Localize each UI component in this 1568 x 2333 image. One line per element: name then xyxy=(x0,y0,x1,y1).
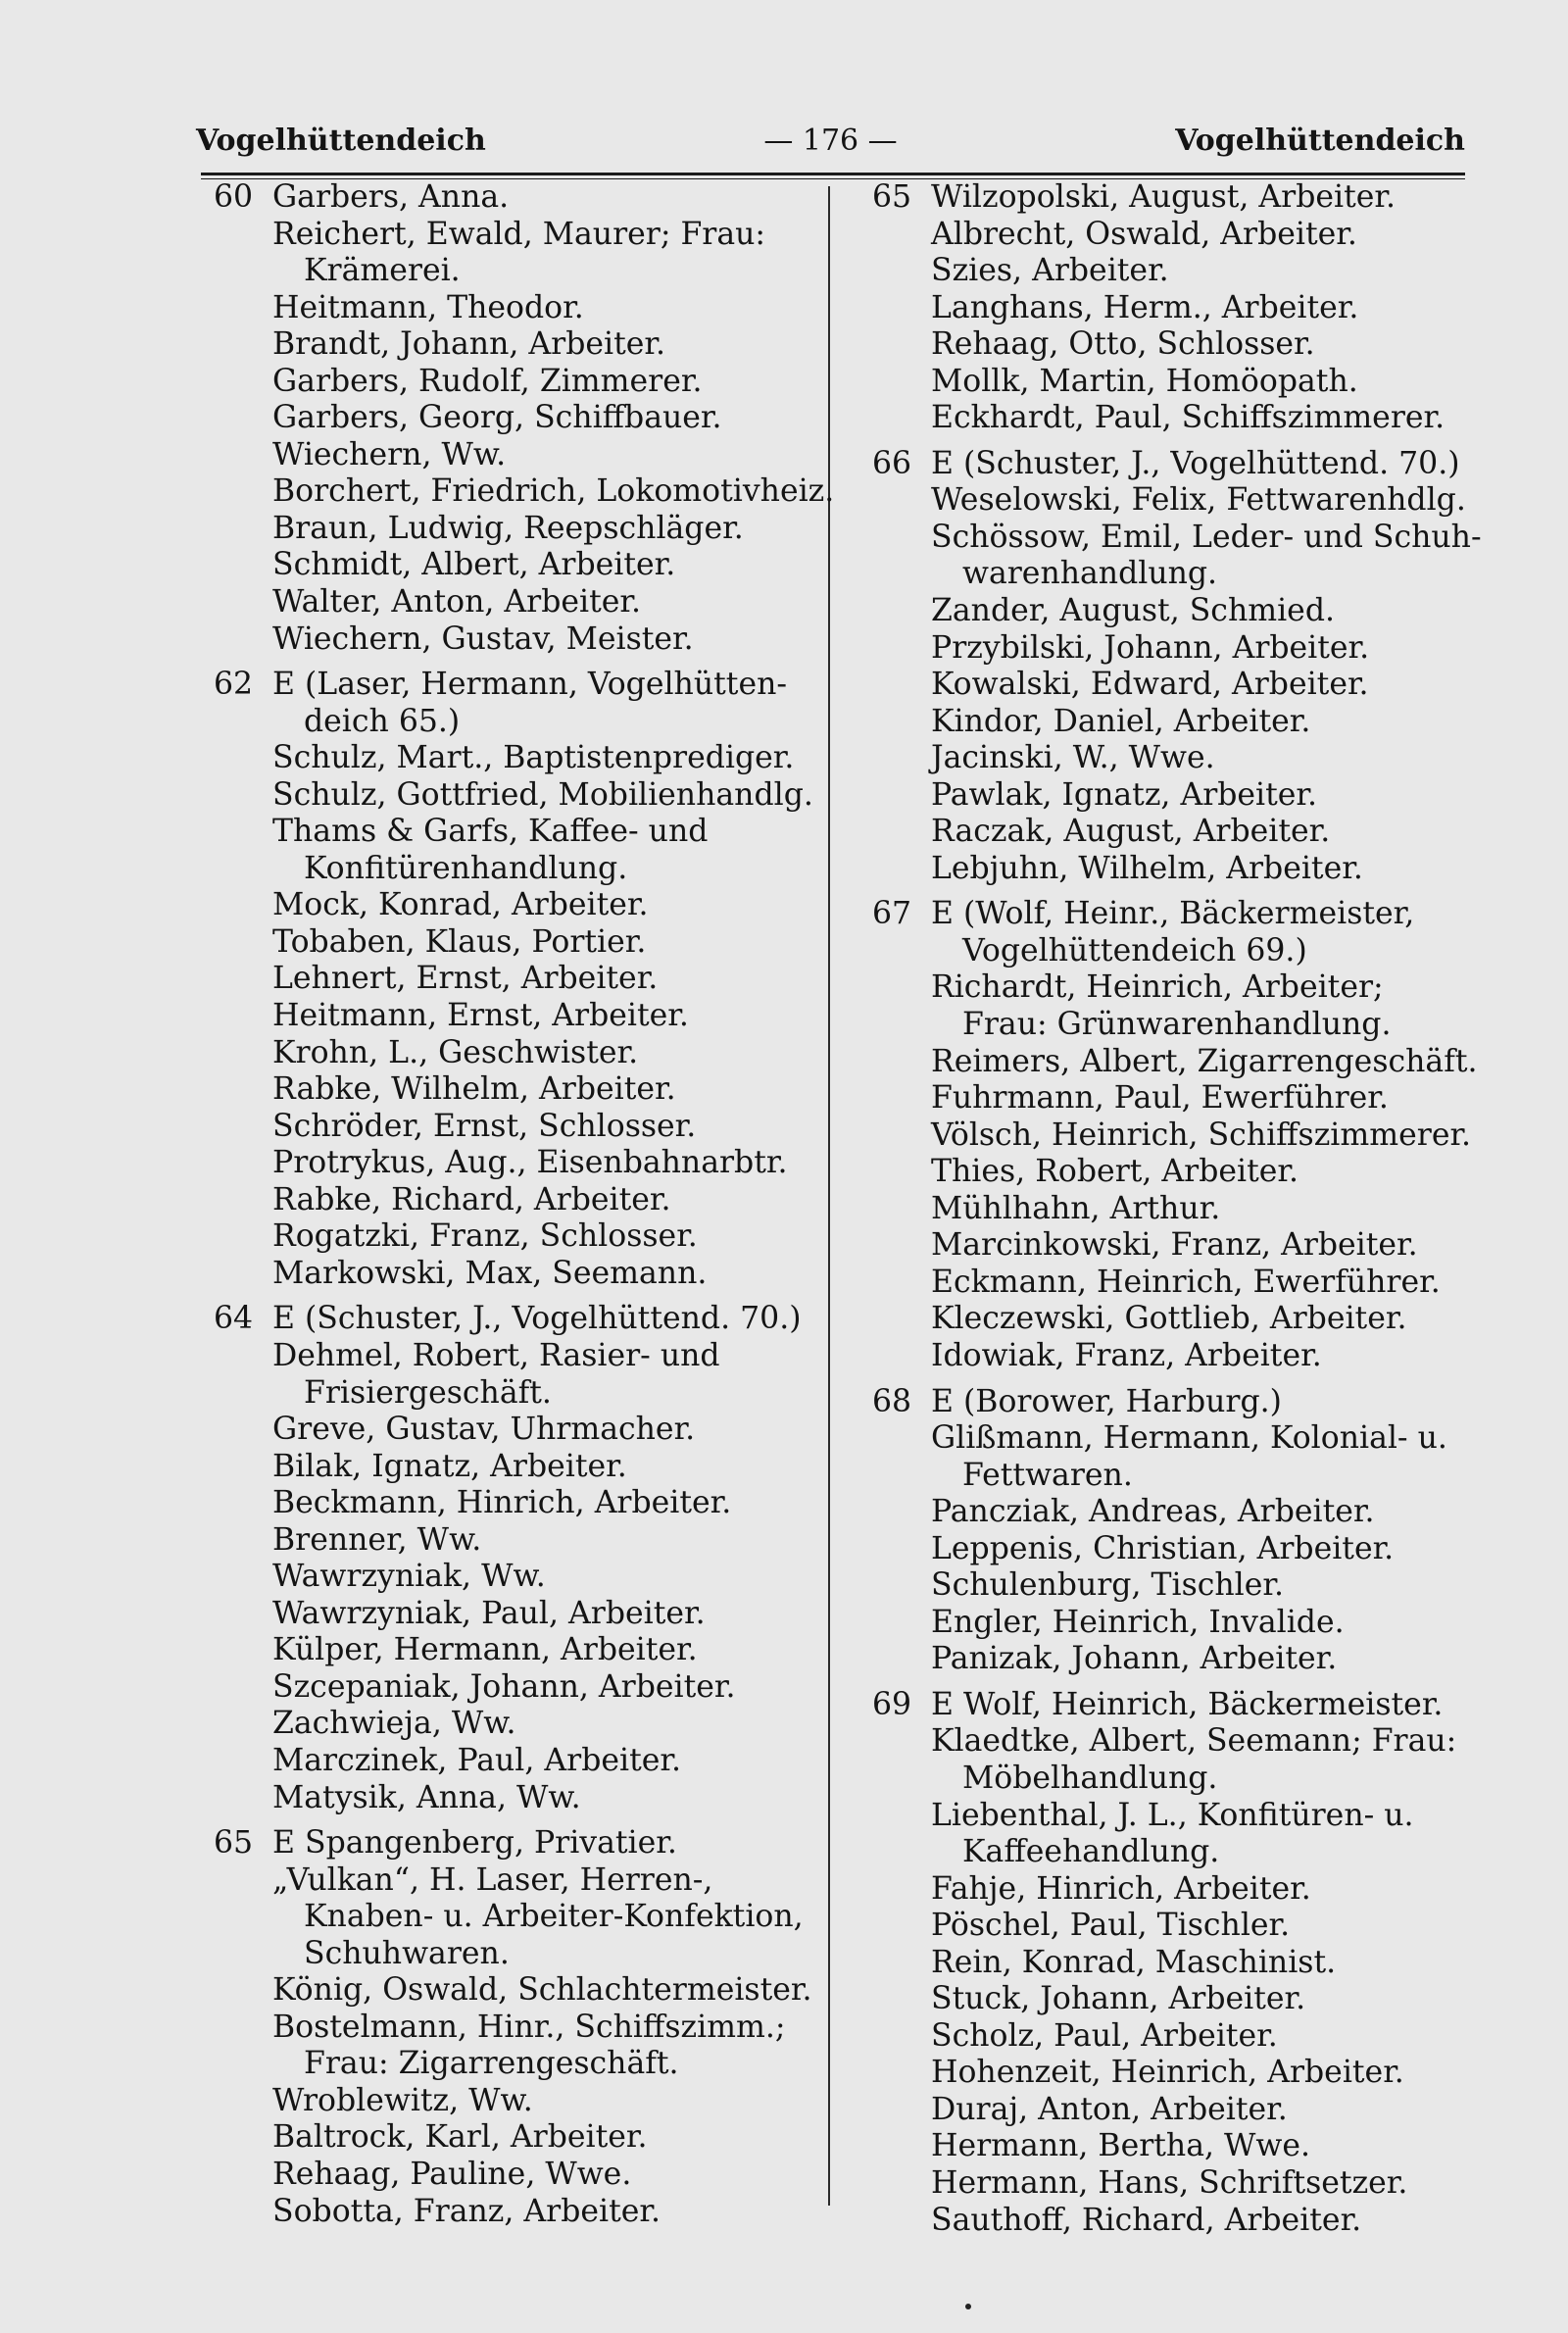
resident-line xyxy=(214,253,821,290)
resident-text: Wilzopolski, August, Arbeiter. xyxy=(931,179,1396,215)
print-speck xyxy=(965,2304,971,2309)
resident-text: Garbers, Anna. xyxy=(272,179,510,215)
resident-text: Fuhrmann, Paul, Ewerführer. xyxy=(931,1080,1389,1117)
resident-line xyxy=(872,704,1470,741)
resident-line xyxy=(872,1687,1470,1724)
house-entry xyxy=(872,896,1478,1374)
resident-text: Dehmel, Robert, Rasier- und xyxy=(272,1337,720,1373)
resident-line xyxy=(872,2203,1470,2240)
resident-line xyxy=(214,1301,821,1338)
page-number: — 176 — xyxy=(763,124,898,158)
resident-line xyxy=(872,1981,1470,2018)
resident-line xyxy=(214,1669,821,1707)
resident-line xyxy=(872,851,1470,888)
resident-line xyxy=(872,1338,1470,1375)
resident-text: Schulz, Mart., Baptistenprediger. xyxy=(272,740,795,776)
resident-line xyxy=(214,851,821,888)
resident-line xyxy=(872,1871,1470,1909)
resident-text: Kowalski, Edward, Arbeiter. xyxy=(931,667,1369,703)
resident-text: „Vulkan“, H. Laser, Herren-, xyxy=(272,1861,713,1898)
resident-text: Walter, Anton, Arbeiter. xyxy=(272,584,641,620)
resident-line xyxy=(872,1265,1470,1302)
resident-text: Wroblewitz, Ww. xyxy=(272,2082,533,2118)
resident-line xyxy=(872,969,1470,1007)
left-column xyxy=(214,179,835,2239)
house-entry xyxy=(872,1687,1470,2239)
resident-line xyxy=(214,1743,821,1780)
resident-text: Borchert, Friedrich, Lokomotivheiz. xyxy=(272,473,835,510)
resident-line xyxy=(872,1567,1470,1605)
resident-text: E (Wolf, Heinr., Bäckermeister, xyxy=(931,896,1415,932)
resident-line xyxy=(214,2083,821,2120)
resident-text: Frau: Zigarrengeschäft. xyxy=(304,2046,679,2082)
resident-text: Kaffeehandlung. xyxy=(962,1834,1220,1870)
resident-text: Reimers, Albert, Zigarrengeschäft. xyxy=(931,1043,1478,1079)
resident-text: Bostelmann, Hinr., Schiffszimm.; xyxy=(272,2009,786,2045)
resident-text: E Spangenberg, Privatier. xyxy=(272,1825,677,1861)
resident-line xyxy=(872,290,1470,327)
resident-text: Richardt, Heinrich, Arbeiter; xyxy=(931,969,1384,1006)
resident-line xyxy=(872,667,1470,704)
resident-line xyxy=(872,1494,1470,1531)
resident-text: Przybilski, Johann, Arbeiter. xyxy=(931,629,1370,666)
resident-text: Liebenthal, J. L., Konfitüren- u. xyxy=(931,1797,1414,1833)
house-number: 60 xyxy=(214,179,254,215)
resident-text: Mollk, Martin, Homöopath. xyxy=(931,363,1358,399)
resident-line xyxy=(214,1412,821,1449)
resident-line xyxy=(214,2194,821,2231)
resident-text: Konfitürenhandlung. xyxy=(304,850,628,886)
resident-line xyxy=(872,1384,1470,1421)
resident-line xyxy=(214,584,821,621)
house-number: 62 xyxy=(214,667,254,703)
resident-line xyxy=(872,519,1482,557)
resident-line xyxy=(872,446,1470,483)
resident-line xyxy=(214,2046,821,2083)
house-entry xyxy=(214,179,835,658)
resident-line xyxy=(214,1780,821,1817)
resident-line xyxy=(872,1043,1478,1081)
resident-line xyxy=(872,2055,1470,2092)
resident-text: Markowski, Max, Seemann. xyxy=(272,1255,708,1291)
resident-text: Hohenzeit, Heinrich, Arbeiter. xyxy=(931,2055,1404,2091)
resident-text: E (Schuster, J., Vogelhüttend. 70.) xyxy=(931,445,1460,481)
resident-text: Pancziak, Andreas, Arbeiter. xyxy=(931,1494,1375,1530)
resident-text: Schössow, Emil, Leder- und Schuh- xyxy=(931,519,1482,555)
resident-line xyxy=(214,924,821,962)
resident-line xyxy=(214,621,821,659)
resident-line xyxy=(214,1145,821,1182)
resident-text: Reichert, Ewald, Maurer; Frau: xyxy=(272,216,766,252)
resident-text: Frau: Grünwarenhandlung. xyxy=(962,1007,1392,1043)
resident-text: Klaedtke, Albert, Seemann; Frau: xyxy=(931,1723,1457,1760)
resident-text: Schuhwaren. xyxy=(304,1935,510,1971)
resident-line xyxy=(214,511,821,548)
resident-line xyxy=(214,704,821,741)
resident-line xyxy=(872,1301,1470,1338)
resident-text: Eckmann, Heinrich, Ewerführer. xyxy=(931,1264,1441,1300)
resident-line xyxy=(214,667,821,704)
house-entry xyxy=(214,1825,821,2230)
house-number: 67 xyxy=(872,896,912,932)
resident-text: Zander, August, Schmied. xyxy=(931,593,1335,629)
resident-line xyxy=(214,1218,821,1256)
resident-text: Duraj, Anton, Arbeiter. xyxy=(931,2091,1288,2127)
resident-text: Baltrock, Karl, Arbeiter. xyxy=(272,2119,648,2156)
resident-text: E (Schuster, J., Vogelhüttend. 70.) xyxy=(272,1301,802,1337)
house-entry xyxy=(872,1384,1470,1678)
house-number: 64 xyxy=(214,1301,254,1337)
resident-line xyxy=(872,1458,1470,1495)
resident-text: Szcepaniak, Johann, Arbeiter. xyxy=(272,1668,736,1705)
header-rule xyxy=(201,173,1465,175)
resident-text: Idowiak, Franz, Arbeiter. xyxy=(931,1337,1322,1373)
resident-line xyxy=(214,1109,821,1146)
resident-text: Sobotta, Franz, Arbeiter. xyxy=(272,2193,661,2229)
resident-text: Fahje, Hinrich, Arbeiter. xyxy=(931,1870,1311,1907)
resident-line xyxy=(872,1420,1470,1458)
resident-line xyxy=(214,1899,821,1936)
resident-line xyxy=(872,933,1470,970)
house-entry xyxy=(214,667,821,1292)
resident-text: Rabke, Wilhelm, Arbeiter. xyxy=(272,1071,676,1108)
resident-text: Schmidt, Albert, Arbeiter. xyxy=(272,547,676,583)
resident-text: Külper, Hermann, Arbeiter. xyxy=(272,1632,698,1668)
resident-line xyxy=(214,1862,821,1900)
resident-text: Glißmann, Hermann, Kolonial- u. xyxy=(931,1420,1447,1457)
resident-line xyxy=(214,1256,821,1293)
resident-line xyxy=(214,1071,821,1109)
resident-text: Wiechern, Ww. xyxy=(272,436,507,472)
resident-text: Sauthoff, Richard, Arbeiter. xyxy=(931,2202,1362,2238)
resident-line xyxy=(214,1485,821,1522)
resident-line xyxy=(872,217,1470,254)
resident-line xyxy=(214,1632,821,1669)
resident-text: Pawlak, Ignatz, Arbeiter. xyxy=(931,776,1318,813)
resident-text: Lehnert, Ernst, Arbeiter. xyxy=(272,961,659,997)
house-number: 66 xyxy=(872,445,912,481)
resident-line xyxy=(872,814,1470,851)
resident-line xyxy=(214,1596,821,1633)
resident-text: Wawrzyniak, Ww. xyxy=(272,1559,546,1595)
header-street-left: Vogelhüttendeich xyxy=(196,124,486,158)
house-number: 69 xyxy=(872,1686,912,1722)
house-entry xyxy=(214,1301,821,1816)
resident-text: Matysik, Anna, Ww. xyxy=(272,1779,581,1815)
resident-text: Pöschel, Paul, Tischler. xyxy=(931,1908,1291,1944)
header-street-right: Vogelhüttendeich xyxy=(1175,124,1465,158)
resident-line xyxy=(214,547,821,584)
resident-text: Tobaben, Klaus, Portier. xyxy=(272,923,647,960)
resident-line xyxy=(872,1723,1470,1761)
resident-line xyxy=(872,400,1470,437)
resident-line xyxy=(214,1338,821,1375)
resident-text: Leppenis, Christian, Arbeiter. xyxy=(931,1530,1395,1566)
resident-line xyxy=(214,400,821,437)
resident-line xyxy=(872,253,1470,290)
resident-line xyxy=(872,1834,1470,1871)
resident-line xyxy=(214,179,821,217)
resident-text: Schröder, Ernst, Schlosser. xyxy=(272,1108,697,1144)
resident-text: Rehaag, Pauline, Wwe. xyxy=(272,2156,632,2192)
resident-text: Frisiergeschäft. xyxy=(304,1374,552,1411)
resident-text: Möbelhandlung. xyxy=(962,1760,1218,1796)
resident-text: Langhans, Herm., Arbeiter. xyxy=(931,289,1359,325)
resident-text: Jacinski, W., Wwe. xyxy=(931,740,1215,776)
resident-line xyxy=(872,1798,1470,1835)
resident-text: Rogatzki, Franz, Schlosser. xyxy=(272,1218,698,1255)
resident-line xyxy=(214,364,821,401)
resident-line xyxy=(214,887,821,924)
resident-text: Garbers, Rudolf, Zimmerer. xyxy=(272,363,703,399)
resident-text: Greve, Gustav, Uhrmacher. xyxy=(272,1412,696,1448)
resident-line xyxy=(872,777,1470,815)
resident-line xyxy=(872,1908,1470,1945)
resident-line xyxy=(872,2018,1470,2056)
resident-text: Mock, Konrad, Arbeiter. xyxy=(272,887,649,923)
resident-line xyxy=(872,2128,1470,2165)
page-header xyxy=(196,124,1465,163)
resident-text: Brandt, Johann, Arbeiter. xyxy=(272,326,665,363)
resident-line xyxy=(872,896,1470,933)
resident-text: Panizak, Johann, Arbeiter. xyxy=(931,1641,1338,1677)
resident-line xyxy=(872,1605,1470,1642)
resident-line xyxy=(214,998,821,1035)
resident-line xyxy=(872,1154,1470,1191)
resident-text: Rehaag, Otto, Schlosser. xyxy=(931,326,1315,363)
resident-line xyxy=(214,1449,821,1486)
house-entry xyxy=(872,179,1470,437)
resident-text: Krohn, L., Geschwister. xyxy=(272,1034,639,1070)
resident-line xyxy=(872,326,1470,364)
resident-line xyxy=(214,1825,821,1862)
resident-text: Protrykus, Aug., Eisenbahnarbtr. xyxy=(272,1145,788,1181)
house-number: 65 xyxy=(214,1825,254,1861)
resident-text: E Wolf, Heinrich, Bäckermeister. xyxy=(931,1686,1444,1722)
right-column xyxy=(872,179,1482,2248)
resident-line xyxy=(872,1117,1470,1155)
resident-line xyxy=(214,740,821,777)
resident-line xyxy=(214,437,821,474)
resident-line xyxy=(214,217,821,254)
resident-text: Mühlhahn, Arthur. xyxy=(931,1190,1221,1226)
resident-text: Stuck, Johann, Arbeiter. xyxy=(931,1981,1306,2017)
resident-text: Heitmann, Theodor. xyxy=(272,289,584,325)
resident-text: Albrecht, Oswald, Arbeiter. xyxy=(931,216,1357,252)
resident-text: Marcinkowski, Franz, Arbeiter. xyxy=(931,1227,1418,1264)
resident-line xyxy=(214,1522,821,1560)
resident-text: E (Borower, Harburg.) xyxy=(931,1383,1282,1419)
resident-text: Krämerei. xyxy=(304,253,461,289)
resident-text: Beckmann, Hinrich, Arbeiter. xyxy=(272,1485,732,1521)
resident-text: Zachwieja, Ww. xyxy=(272,1706,516,1742)
resident-text: deich 65.) xyxy=(304,703,461,739)
resident-text: Vogelhüttendeich 69.) xyxy=(962,932,1307,968)
resident-text: Raczak, August, Arbeiter. xyxy=(931,814,1331,850)
resident-text: Kleczewski, Gottlieb, Arbeiter. xyxy=(931,1301,1407,1337)
resident-line xyxy=(214,1706,821,1743)
house-entry xyxy=(872,445,1482,888)
resident-line xyxy=(214,290,821,327)
resident-text: Kindor, Daniel, Arbeiter. xyxy=(931,703,1311,739)
resident-text: Lebjuhn, Wilhelm, Arbeiter. xyxy=(931,850,1363,886)
resident-line xyxy=(872,364,1470,401)
resident-text: Braun, Ludwig, Reepschläger. xyxy=(272,510,744,546)
resident-line xyxy=(214,473,835,511)
resident-text: Eckhardt, Paul, Schiffszimmerer. xyxy=(931,400,1446,436)
resident-text: Rabke, Richard, Arbeiter. xyxy=(272,1181,671,1217)
resident-line xyxy=(872,593,1470,630)
resident-text: Knaben- u. Arbeiter-Konfektion, xyxy=(304,1899,804,1935)
resident-text: König, Oswald, Schlachtermeister. xyxy=(272,1972,812,2009)
resident-line xyxy=(872,1191,1470,1228)
resident-line xyxy=(872,1080,1470,1117)
resident-line xyxy=(214,1375,821,1413)
resident-text: Scholz, Paul, Arbeiter. xyxy=(931,2017,1278,2054)
resident-text: Hermann, Bertha, Wwe. xyxy=(931,2128,1311,2164)
house-number: 65 xyxy=(872,179,912,215)
resident-line xyxy=(872,1227,1470,1265)
resident-line xyxy=(872,482,1470,520)
resident-text: Heitmann, Ernst, Arbeiter. xyxy=(272,998,689,1034)
resident-line xyxy=(214,326,821,364)
resident-line xyxy=(214,1559,821,1596)
resident-text: Marczinek, Paul, Arbeiter. xyxy=(272,1742,681,1778)
resident-text: Völsch, Heinrich, Schiffszimmerer. xyxy=(931,1117,1472,1153)
resident-text: Wawrzyniak, Paul, Arbeiter. xyxy=(272,1595,706,1631)
resident-text: Thies, Robert, Arbeiter. xyxy=(931,1154,1299,1190)
resident-line xyxy=(872,1531,1470,1568)
resident-line xyxy=(214,814,821,851)
resident-text: Weselowski, Felix, Fettwarenhdlg. xyxy=(931,482,1466,519)
resident-text: Thams & Garfs, Kaffee- und xyxy=(272,814,709,850)
resident-line xyxy=(872,740,1470,777)
house-number: 68 xyxy=(872,1383,912,1419)
resident-text: Schulenburg, Tischler. xyxy=(931,1567,1285,1604)
resident-text: Szies, Arbeiter. xyxy=(931,253,1169,289)
resident-line xyxy=(214,2119,821,2157)
resident-text: Rein, Konrad, Maschinist. xyxy=(931,1944,1337,1980)
resident-text: Wiechern, Gustav, Meister. xyxy=(272,620,694,657)
resident-text: Hermann, Hans, Schriftsetzer. xyxy=(931,2164,1408,2201)
resident-line xyxy=(872,630,1470,668)
resident-text: warenhandlung. xyxy=(962,556,1218,592)
resident-line xyxy=(872,2165,1470,2203)
resident-text: Engler, Heinrich, Invalide. xyxy=(931,1604,1345,1640)
resident-line xyxy=(214,1182,821,1219)
resident-line xyxy=(872,556,1470,593)
resident-line xyxy=(214,777,821,815)
resident-text: Brenner, Ww. xyxy=(272,1521,482,1558)
resident-line xyxy=(214,1972,821,2010)
resident-text: Schulz, Gottfried, Mobilienhandlg. xyxy=(272,776,813,813)
resident-line xyxy=(872,1641,1470,1678)
resident-line xyxy=(214,2157,821,2194)
resident-text: Fettwaren. xyxy=(962,1457,1133,1493)
resident-text: E (Laser, Hermann, Vogelhütten- xyxy=(272,667,788,703)
resident-line xyxy=(872,1945,1470,1982)
resident-text: Garbers, Georg, Schiffbauer. xyxy=(272,400,722,436)
resident-line xyxy=(214,1035,821,1072)
resident-line xyxy=(214,2010,821,2047)
resident-text: Bilak, Ignatz, Arbeiter. xyxy=(272,1448,627,1484)
resident-line xyxy=(872,1007,1470,1044)
resident-line xyxy=(214,1936,821,1973)
resident-line xyxy=(214,961,821,998)
resident-line xyxy=(872,1761,1470,1798)
resident-line xyxy=(872,2092,1470,2129)
resident-line xyxy=(872,179,1470,217)
